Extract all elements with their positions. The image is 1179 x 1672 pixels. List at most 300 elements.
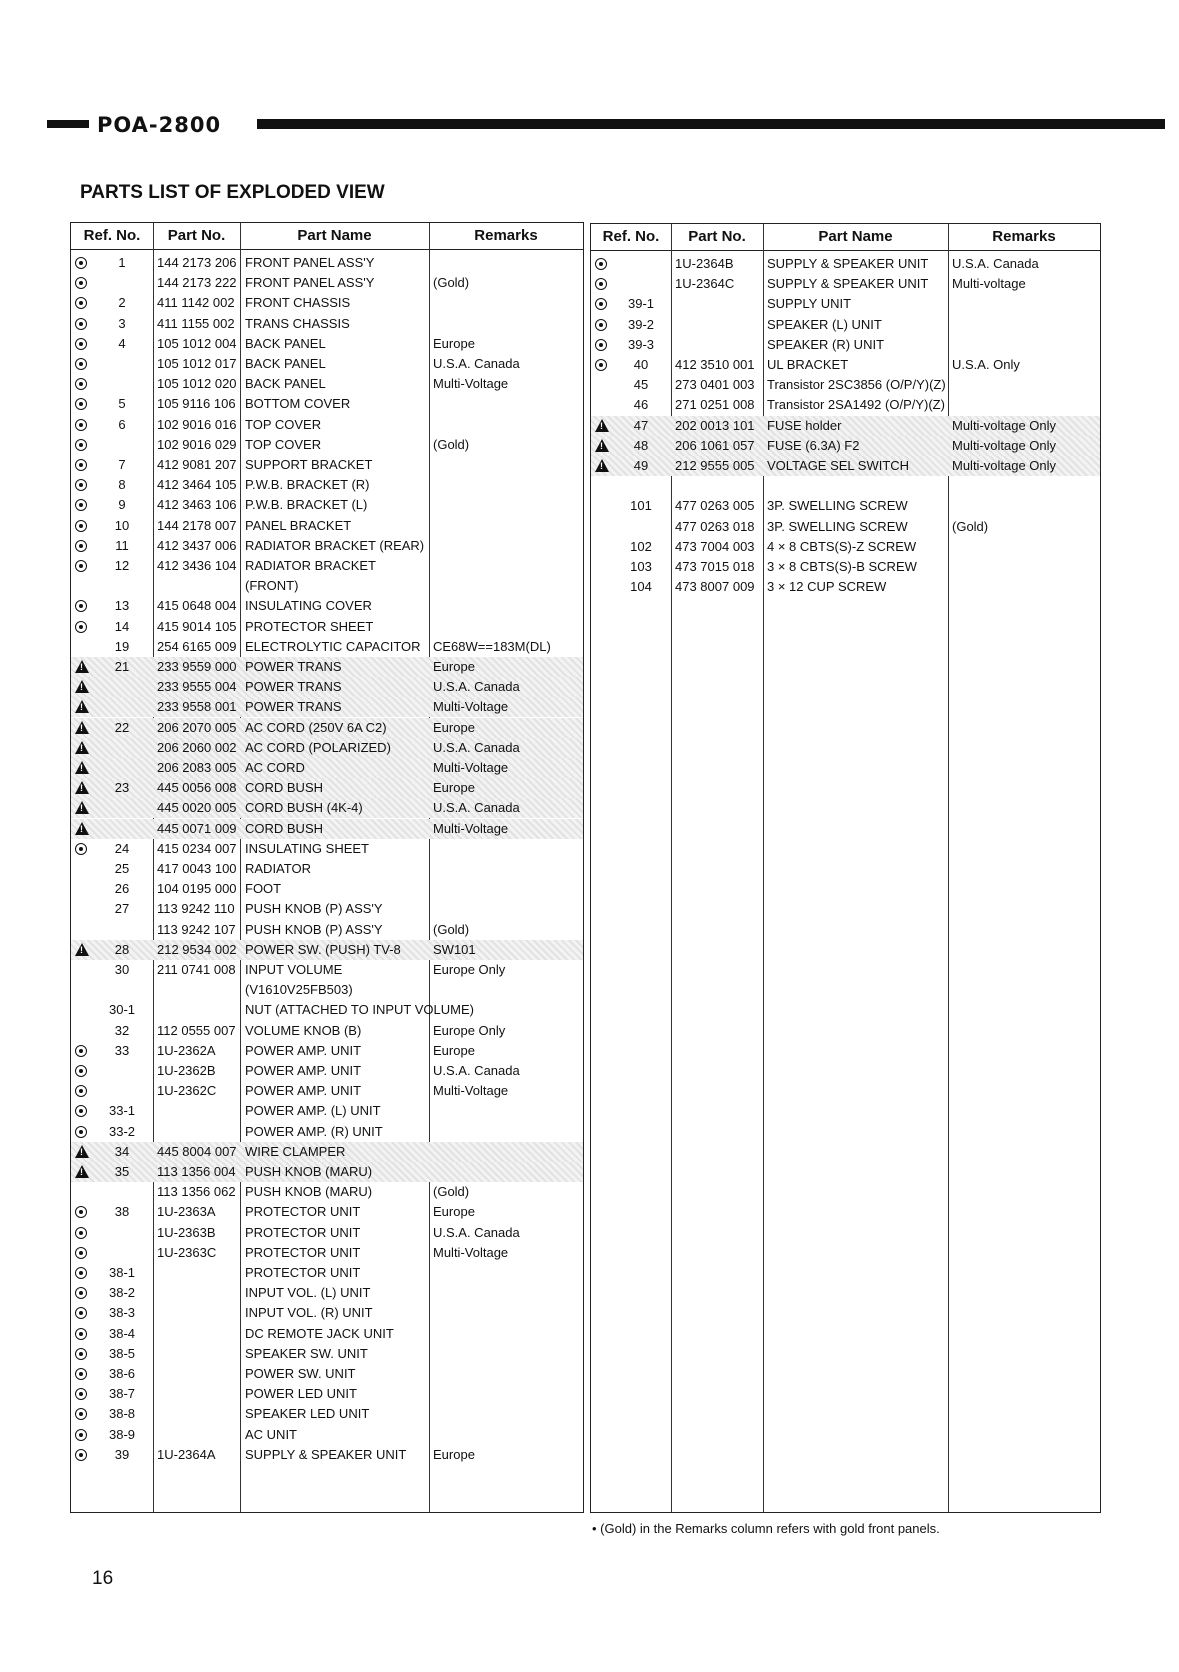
part-name-cell: SPEAKER LED UNIT: [245, 1406, 370, 1422]
table-row: [71, 980, 583, 1000]
ref-no-cell: 2: [118, 295, 126, 311]
part-name-cell: SPEAKER SW. UNIT: [245, 1345, 368, 1361]
ref-no-cell: 40: [633, 357, 649, 372]
bullseye-icon: [75, 1384, 91, 1404]
remarks-cell: Multi-voltage Only: [952, 417, 1057, 433]
part-name-cell: RADIATOR BRACKET (REAR): [245, 537, 425, 553]
safety-warning-icon: [75, 778, 91, 798]
table-row: [71, 334, 583, 354]
part-name-cell: POWER AMP. UNIT: [245, 1042, 362, 1058]
ref-no-cell: 4: [118, 335, 126, 351]
part-no-cell: 212 9555 005: [675, 458, 755, 473]
remarks-cell: CE68W==183M(DL): [433, 638, 551, 654]
bullseye-icon: [75, 1445, 91, 1465]
ref-no-cell: 33-2: [108, 1123, 136, 1139]
table-row: [591, 557, 1100, 577]
table-row: [71, 1425, 583, 1445]
table-row: [591, 456, 1100, 476]
table-row: [591, 517, 1100, 537]
part-name-cell: CORD BUSH: [245, 780, 324, 796]
bullseye-icon: [75, 1303, 91, 1323]
ref-no-cell: [93, 1182, 151, 1202]
ref-no-cell: 10: [114, 517, 130, 533]
part-name-cell: POWER TRANS: [245, 679, 342, 695]
ref-no-cell: 32: [114, 1022, 130, 1038]
table-row: [71, 859, 583, 879]
part-name-cell: INSULATING SHEET: [245, 840, 370, 856]
part-name-cell: 3 × 8 CBTS(S)-B SCREW: [767, 559, 917, 574]
safety-warning-icon: [595, 456, 611, 476]
part-no-cell: 412 3436 104: [157, 558, 237, 573]
part-name-cell: VOLUME KNOB (B): [245, 1022, 362, 1038]
part-name-cell: TOP COVER: [245, 416, 322, 432]
remarks-cell: Multi-Voltage: [433, 1244, 509, 1260]
remarks-cell: (Gold): [433, 1184, 470, 1200]
remarks-cell: Multi-voltage: [952, 276, 1026, 292]
part-name-cell: POWER TRANS: [245, 659, 342, 674]
part-name-cell: 3 × 12 CUP SCREW: [767, 579, 887, 595]
safety-warning-icon: [75, 1142, 91, 1162]
table-row: [71, 1223, 583, 1243]
part-name-cell: PROTECTOR UNIT: [245, 1244, 361, 1260]
bullseye-icon: [75, 1425, 91, 1445]
part-name-cell: PROTECTOR UNIT: [245, 1204, 361, 1220]
remarks-cell: U.S.A. Canada: [433, 356, 520, 371]
part-name-cell: SUPPLY UNIT: [767, 296, 852, 312]
part-no-cell: 113 9242 110: [157, 901, 235, 917]
table-row: [71, 273, 583, 293]
ref-no-cell: 30: [114, 962, 130, 977]
part-no-cell: 113 1356 062: [157, 1184, 236, 1200]
part-no-cell: 254 6165 009: [157, 638, 237, 654]
blank-mark: [75, 980, 91, 1000]
table-row: [71, 1061, 583, 1081]
remarks-cell: (Gold): [433, 436, 470, 452]
ref-no-cell: 47: [633, 417, 649, 433]
bullseye-icon: [75, 394, 91, 414]
part-no-cell: 415 9014 105: [157, 618, 237, 634]
blank-mark: [595, 537, 611, 557]
bullseye-icon: [75, 839, 91, 859]
parts-table-left: [70, 222, 584, 1513]
part-no-cell: 412 3463 106: [157, 497, 237, 513]
part-name-cell: P.W.B. BRACKET (R): [245, 477, 370, 493]
part-no-cell: 105 1012 020: [157, 376, 237, 392]
blank-mark: [595, 476, 611, 496]
ref-no-cell: 9: [118, 497, 126, 513]
table-row: [71, 1122, 583, 1142]
part-no-cell: 411 1142 002: [157, 295, 235, 311]
ref-no-cell: 14: [114, 618, 130, 634]
ref-no-cell: [93, 374, 151, 394]
part-no-cell: 412 3464 105: [157, 477, 237, 493]
ref-no-cell: [93, 920, 151, 940]
table-row: [71, 455, 583, 475]
table-row: [71, 1101, 583, 1121]
table-row: [71, 839, 583, 859]
footnote: • (Gold) in the Remarks column refers with gold front panels.: [592, 1521, 940, 1536]
ref-no-cell: 39-2: [627, 316, 655, 332]
blank-mark: [75, 899, 91, 919]
safety-warning-icon: [75, 697, 91, 717]
part-no-cell: 411 1155 002: [157, 315, 235, 331]
header-remarks: Remarks: [474, 227, 538, 244]
blank-mark: [75, 859, 91, 879]
table-row: [71, 536, 583, 556]
table-row: [71, 1283, 583, 1303]
table-row: [71, 1404, 583, 1424]
part-name-cell: DC REMOTE JACK UNIT: [245, 1325, 394, 1341]
part-no-cell: 445 0071 009: [157, 820, 237, 836]
ref-no-cell: [93, 798, 151, 818]
table-row: [591, 274, 1100, 294]
part-name-cell: VOLTAGE SEL SWITCH: [767, 458, 910, 473]
ref-no-cell: [93, 980, 151, 1000]
table-row: [71, 637, 583, 657]
bullseye-icon: [75, 516, 91, 536]
part-name-cell: (FRONT): [245, 578, 299, 594]
ref-no-cell: [613, 274, 669, 294]
bullseye-icon: [75, 1283, 91, 1303]
part-no-cell: 1U-2364C: [675, 276, 735, 292]
ref-no-cell: 1: [118, 255, 126, 270]
ref-no-cell: 101: [630, 498, 652, 514]
parts-table-right: [590, 223, 1101, 1513]
part-name-cell: INPUT VOLUME: [245, 962, 343, 977]
table-row: [71, 1021, 583, 1041]
page-number: 16: [92, 1568, 114, 1589]
ref-no-cell: 49: [633, 458, 649, 473]
table-row: [591, 537, 1100, 557]
part-no-cell: 445 8004 007: [157, 1143, 237, 1159]
bullseye-icon: [75, 1223, 91, 1243]
remarks-cell: Multi-voltage Only: [952, 437, 1057, 453]
bullseye-icon: [595, 294, 611, 314]
ref-no-cell: 19: [114, 638, 130, 654]
part-name-cell: AC CORD (POLARIZED): [245, 739, 391, 755]
ref-no-cell: [93, 758, 151, 778]
header-part-no: Part No.: [167, 227, 226, 244]
remarks-cell: Europe: [433, 719, 475, 735]
ref-no-cell: 5: [118, 396, 126, 412]
part-name-cell: BACK PANEL: [245, 335, 326, 351]
table-row: [71, 415, 583, 435]
ref-no-cell: 28: [114, 941, 130, 957]
part-no-cell: 477 0263 005: [675, 498, 755, 514]
table-header: [591, 224, 1100, 251]
part-no-cell: 1U-2364A: [157, 1446, 216, 1462]
part-no-cell: 473 8007 009: [675, 579, 755, 595]
part-name-cell: FOOT: [245, 881, 282, 897]
remarks-cell: Europe: [433, 1446, 475, 1462]
part-name-cell: POWER SW. (PUSH) TV-8: [245, 941, 401, 957]
part-name-cell: 3P. SWELLING SCREW: [767, 498, 908, 514]
ref-no-cell: 38-5: [108, 1345, 136, 1361]
ref-no-cell: 38-2: [108, 1285, 136, 1301]
ref-no-cell: [93, 1081, 151, 1101]
safety-warning-icon: [75, 819, 91, 839]
part-no-cell: 415 0234 007: [157, 840, 237, 856]
part-name-cell: PUSH KNOB (P) ASS'Y: [245, 901, 383, 917]
ref-no-cell: 38-1: [108, 1265, 136, 1280]
ref-no-cell: 38-4: [108, 1325, 136, 1341]
ref-no-cell: 103: [630, 559, 652, 574]
part-name-cell: P.W.B. BRACKET (L): [245, 497, 368, 513]
part-name-cell: PUSH KNOB (P) ASS'Y: [245, 921, 383, 937]
part-no-cell: 105 1012 004: [157, 335, 237, 351]
part-name-cell: RADIATOR BRACKET: [245, 558, 376, 573]
table-row: [71, 1384, 583, 1404]
ref-no-cell: 104: [630, 579, 652, 595]
ref-no-cell: 38-8: [108, 1406, 136, 1422]
remarks-cell: (Gold): [433, 275, 470, 291]
part-no-cell: 445 0056 008: [157, 780, 237, 796]
part-name-cell: (V1610V25FB503): [245, 982, 353, 998]
table-row: [71, 1182, 583, 1202]
part-no-cell: 113 9242 107: [157, 921, 236, 937]
ref-no-cell: 33-1: [108, 1103, 136, 1119]
part-name-cell: TOP COVER: [245, 436, 322, 452]
blank-mark: [75, 920, 91, 940]
blank-mark: [75, 1021, 91, 1041]
blank-mark: [595, 577, 611, 597]
part-name-cell: SUPPORT BRACKET: [245, 457, 373, 472]
ref-no-cell: 38-3: [108, 1305, 136, 1321]
bullseye-icon: [75, 1041, 91, 1061]
bullseye-icon: [75, 1364, 91, 1384]
part-name-cell: AC CORD: [245, 760, 305, 775]
table-row: [71, 1303, 583, 1323]
part-no-cell: 477 0263 018: [675, 518, 755, 534]
remarks-cell: U.S.A. Canada: [433, 1063, 520, 1078]
part-name-cell: INPUT VOL. (R) UNIT: [245, 1305, 373, 1321]
table-row: [71, 920, 583, 940]
header-rule: [257, 119, 1165, 129]
bullseye-icon: [75, 556, 91, 576]
part-no-cell: 206 1061 057: [675, 437, 755, 453]
remarks-cell: U.S.A. Only: [952, 357, 1020, 372]
part-name-cell: RADIATOR: [245, 861, 311, 876]
part-no-cell: 1U-2363A: [157, 1204, 216, 1220]
bullseye-icon: [75, 435, 91, 455]
part-name-cell: BOTTOM COVER: [245, 396, 351, 412]
table-row: [591, 416, 1100, 436]
part-name-cell: POWER AMP. UNIT: [245, 1083, 362, 1099]
bullseye-icon: [75, 354, 91, 374]
remarks-cell: Europe: [433, 1042, 475, 1058]
blank-mark: [75, 637, 91, 657]
part-name-cell: PANEL BRACKET: [245, 517, 352, 533]
table-row: [591, 335, 1100, 355]
remarks-cell: U.S.A. Canada: [433, 679, 520, 695]
part-no-cell: 273 0401 003: [675, 377, 755, 393]
bullseye-icon: [75, 415, 91, 435]
bullseye-icon: [75, 1122, 91, 1142]
part-name-cell: AC UNIT: [245, 1426, 297, 1442]
ref-no-cell: [93, 1061, 151, 1081]
safety-warning-icon: [75, 738, 91, 758]
table-row: [71, 960, 583, 980]
table-row: [71, 1081, 583, 1101]
remarks-cell: Multi-Voltage: [433, 820, 509, 836]
table-row: [71, 899, 583, 919]
part-name-cell: FRONT CHASSIS: [245, 295, 351, 311]
table-row: [71, 293, 583, 313]
table-row: [71, 617, 583, 637]
ref-no-cell: [93, 435, 151, 455]
table-row: [591, 436, 1100, 456]
part-no-cell: 417 0043 100: [157, 861, 237, 876]
safety-warning-icon: [75, 940, 91, 960]
blank-mark: [595, 375, 611, 395]
bullseye-icon: [75, 1324, 91, 1344]
table-row: [71, 495, 583, 515]
ref-no-cell: 35: [114, 1164, 130, 1179]
header-ref-no: Ref. No.: [602, 228, 660, 245]
part-name-cell: PUSH KNOB (MARU): [245, 1184, 373, 1200]
part-name-cell: SUPPLY & SPEAKER UNIT: [245, 1446, 407, 1462]
part-name-cell: FRONT PANEL ASS'Y: [245, 275, 375, 291]
part-name-cell: POWER AMP. (R) UNIT: [245, 1123, 383, 1139]
remarks-cell: Europe: [433, 335, 475, 351]
table-header: [71, 223, 583, 250]
ref-no-cell: 22: [114, 719, 130, 735]
table-row: [71, 1243, 583, 1263]
remarks-cell: Multi-voltage Only: [952, 458, 1057, 473]
bullseye-icon: [75, 1243, 91, 1263]
table-row: [71, 1202, 583, 1222]
ref-no-cell: 38-6: [108, 1366, 136, 1381]
part-no-cell: 105 9116 106: [157, 396, 236, 412]
remarks-cell: Europe: [433, 659, 475, 674]
part-name-cell: POWER AMP. (L) UNIT: [245, 1103, 381, 1119]
ref-no-cell: [93, 677, 151, 697]
ref-no-cell: 21: [114, 659, 130, 674]
table-row: [71, 1445, 583, 1465]
ref-no-cell: [93, 354, 151, 374]
header-ref-no: Ref. No.: [83, 227, 141, 244]
part-name-cell: POWER SW. UNIT: [245, 1366, 356, 1381]
bullseye-icon: [75, 1202, 91, 1222]
part-no-cell: 1U-2363B: [157, 1224, 216, 1240]
page-header: [47, 113, 1165, 137]
part-no-cell: 102 9016 029: [157, 436, 237, 452]
blank-mark: [75, 1000, 91, 1020]
bullseye-icon: [75, 253, 91, 273]
part-name-cell: FUSE holder: [767, 417, 842, 433]
table-row: [71, 758, 583, 778]
part-name-cell: POWER LED UNIT: [245, 1386, 357, 1402]
part-no-cell: 271 0251 008: [675, 397, 755, 413]
remarks-cell: (Gold): [433, 921, 470, 937]
remarks-cell: Europe: [433, 1204, 475, 1220]
part-no-cell: 144 2173 222: [157, 275, 237, 291]
safety-warning-icon: [595, 436, 611, 456]
ref-no-cell: [93, 819, 151, 839]
table-row: [71, 1162, 583, 1182]
header-remarks: Remarks: [992, 228, 1056, 245]
ref-no-cell: 33: [114, 1042, 130, 1058]
part-no-cell: 445 0020 005: [157, 800, 237, 816]
part-no-cell: 105 1012 017: [157, 356, 237, 371]
table-row: [591, 294, 1100, 314]
bullseye-icon: [75, 617, 91, 637]
ref-no-cell: 12: [114, 558, 130, 573]
part-no-cell: 144 2173 206: [157, 255, 237, 270]
ref-no-cell: [93, 697, 151, 717]
part-name-cell: SUPPLY & SPEAKER UNIT: [767, 256, 929, 271]
bullseye-icon: [595, 274, 611, 294]
part-name-cell: 4 × 8 CBTS(S)-Z SCREW: [767, 538, 917, 554]
part-name-cell: CORD BUSH (4K-4): [245, 800, 363, 816]
blank-mark: [595, 557, 611, 577]
safety-warning-icon: [595, 416, 611, 436]
ref-no-cell: [93, 1243, 151, 1263]
table-row: [591, 315, 1100, 335]
bullseye-icon: [75, 455, 91, 475]
part-no-cell: 211 0741 008: [157, 962, 236, 977]
table-row: [591, 476, 1100, 496]
ref-no-cell: [93, 576, 151, 596]
part-name-cell: SPEAKER (L) UNIT: [767, 316, 882, 332]
table-row: [71, 879, 583, 899]
part-name-cell: BACK PANEL: [245, 356, 326, 371]
part-no-cell: 202 0013 101: [675, 417, 755, 433]
ref-no-cell: 34: [114, 1143, 130, 1159]
blank-mark: [75, 879, 91, 899]
table-row: [71, 1364, 583, 1384]
part-name-cell: AC CORD (250V 6A C2): [245, 719, 387, 735]
remarks-cell: Europe: [433, 780, 475, 796]
blank-mark: [75, 576, 91, 596]
remarks-cell: U.S.A. Canada: [433, 739, 520, 755]
part-name-cell: NUT (ATTACHED TO INPUT VOLUME): [245, 1002, 474, 1018]
bullseye-icon: [75, 1344, 91, 1364]
part-no-cell: 113 1356 004: [157, 1164, 236, 1179]
remarks-cell: (Gold): [952, 518, 989, 534]
bullseye-icon: [75, 596, 91, 616]
section-title: PARTS LIST OF EXPLODED VIEW: [80, 182, 385, 203]
table-row: [71, 1263, 583, 1283]
remarks-cell: Europe Only: [433, 962, 506, 977]
ref-no-cell: 39-3: [627, 336, 655, 352]
ref-no-cell: 26: [114, 881, 130, 897]
part-name-cell: PROTECTOR UNIT: [245, 1265, 361, 1280]
part-name-cell: PUSH KNOB (MARU): [245, 1164, 373, 1179]
table-row: [71, 1344, 583, 1364]
remarks-cell: Europe Only: [433, 1022, 506, 1038]
table-row: [591, 577, 1100, 597]
ref-no-cell: 45: [633, 377, 649, 393]
bullseye-icon: [75, 374, 91, 394]
remarks-cell: U.S.A. Canada: [433, 800, 520, 816]
part-name-cell: 3P. SWELLING SCREW: [767, 518, 908, 534]
part-no-cell: 1U-2362C: [157, 1083, 217, 1099]
header-lead-bar: [47, 120, 89, 128]
part-name-cell: Transistor 2SC3856 (O/P/Y)(Z): [767, 377, 946, 393]
part-no-cell: 473 7004 003: [675, 538, 755, 554]
part-no-cell: 102 9016 016: [157, 416, 237, 432]
ref-no-cell: 39-1: [627, 296, 655, 312]
table-row: [71, 940, 583, 960]
table-row: [71, 697, 583, 717]
ref-no-cell: [613, 254, 669, 274]
table-row: [591, 375, 1100, 395]
part-no-cell: 1U-2362A: [157, 1042, 216, 1058]
part-no-cell: 233 9558 001: [157, 699, 237, 715]
part-no-cell: 412 3437 006: [157, 537, 237, 553]
table-row: [71, 677, 583, 697]
